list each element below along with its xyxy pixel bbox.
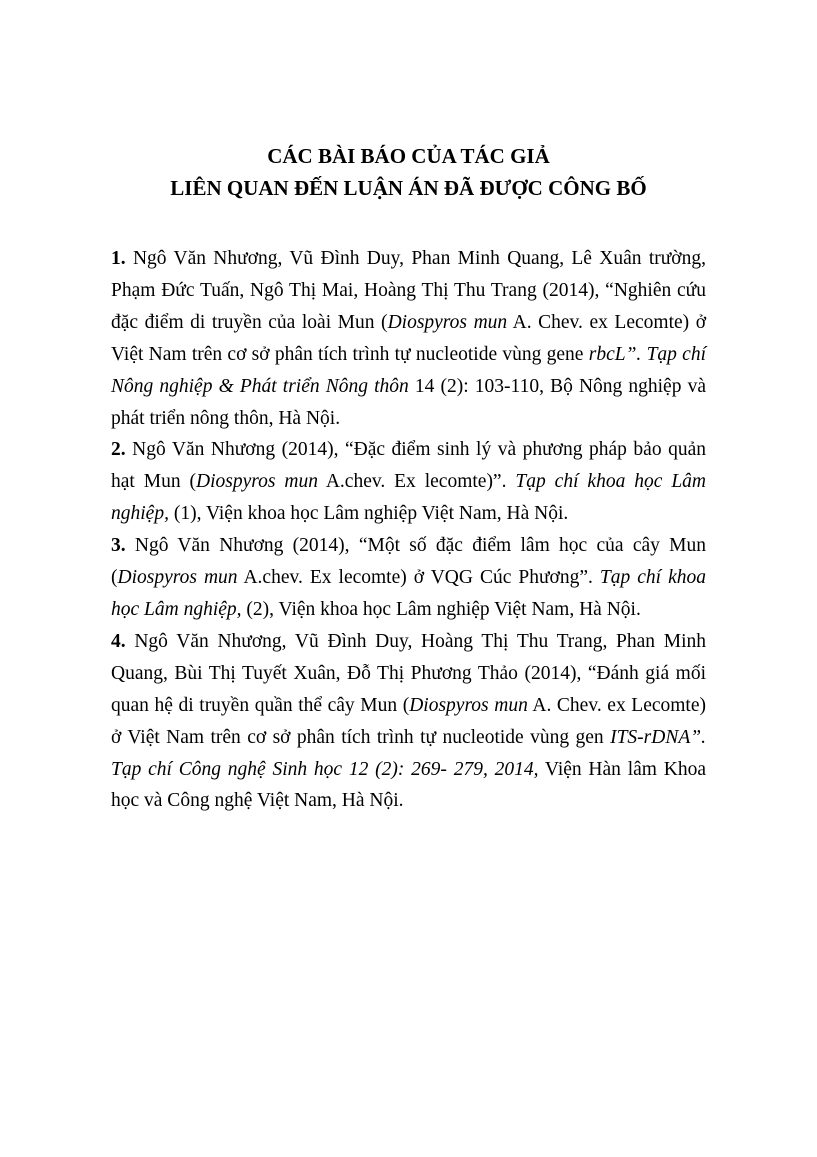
- reference-item: [111, 626, 706, 817]
- reference-number: 4.: [111, 630, 126, 652]
- reference-text: (1), Viện khoa học Lâm nghiệp Việt Nam, Hà Nội.: [168, 503, 569, 525]
- journal-title: Tạp chí khoa học Lâm nghiệp,: [111, 471, 707, 525]
- reference-text: Ngô Văn Nhương, Vũ Đình Duy, Hoàng Thị Thu Trang, Phan Minh Quang, Bùi Thị Tuyết Xuân, Đỗ Thị Phương Thảo (2014), “Đánh giá mối quan hệ di truyền quần thể cây Mun (: [111, 630, 706, 716]
- reference-list: [111, 243, 706, 817]
- reference-number: 1.: [111, 248, 126, 269]
- reference-text: A. Chev. ex Lecomte) ở Việt Nam trên cơ sở phân tích trình tự nucleotide vùng gene: [111, 311, 707, 365]
- journal-title: rbcL”. Tạp chí Nông nghiệp & Phát triển Nông thôn: [111, 343, 707, 397]
- reference-item: [111, 243, 706, 434]
- species-name: Diospyros mun: [196, 471, 318, 493]
- reference-text: 14 (2): 103-110, Bộ Nông nghiệp và phát triển nông thôn, Hà Nội.: [111, 375, 706, 429]
- journal-title: Tạp chí khoa học Lâm nghiệp,: [111, 567, 707, 620]
- reference-text: Ngô Văn Nhương, Vũ Đình Duy, Phan Minh Quang, Lê Xuân trường, Phạm Đức Tuấn, Ngô Thị Mai, Hoàng Thị Thu Trang (2014), “Nghiên cứu đặc điểm di truyền của loài Mun (: [111, 248, 706, 333]
- reference-text: Viện Hàn lâm Khoa học và Công nghệ Việt Nam, Hà Nội.: [111, 758, 706, 812]
- reference-text: A. Chev. ex Lecomte) ở Việt Nam trên cơ sở phân tích trình tự nucleotide vùng gen: [111, 694, 706, 748]
- page-title-line-2: LIÊN QUAN ĐẾN LUẬN ÁN ĐÃ ĐƯỢC CÔNG BỐ: [170, 176, 647, 200]
- reference-number: 3.: [111, 535, 126, 557]
- page-title-line-1: CÁC BÀI BÁO CỦA TÁC GIẢ: [267, 144, 550, 168]
- reference-text: (2), Viện khoa học Lâm nghiệp Việt Nam, Hà Nội.: [241, 598, 641, 620]
- species-name: Diospyros mun: [387, 311, 508, 333]
- journal-title: ITS-rDNA”. Tạp chí Công nghệ Sinh học 12 (2): 269- 279, 2014,: [111, 726, 706, 780]
- reference-item: [111, 530, 706, 626]
- species-name: Diospyros mun: [409, 694, 528, 716]
- reference-item: [111, 434, 706, 530]
- reference-number: 2.: [111, 439, 126, 461]
- species-name: Diospyros mun: [117, 567, 238, 589]
- reference-text: A.chev. Ex lecomte)”.: [317, 471, 516, 493]
- reference-text: Ngô Văn Nhương (2014), “Đặc điểm sinh lý và phương pháp bảo quản hạt Mun (: [111, 439, 706, 493]
- reference-text: Ngô Văn Nhương (2014), “Một số đặc điểm lâm học của cây Mun (: [111, 535, 706, 589]
- reference-text: A.chev. Ex lecomte) ở VQG Cúc Phương”.: [237, 567, 600, 589]
